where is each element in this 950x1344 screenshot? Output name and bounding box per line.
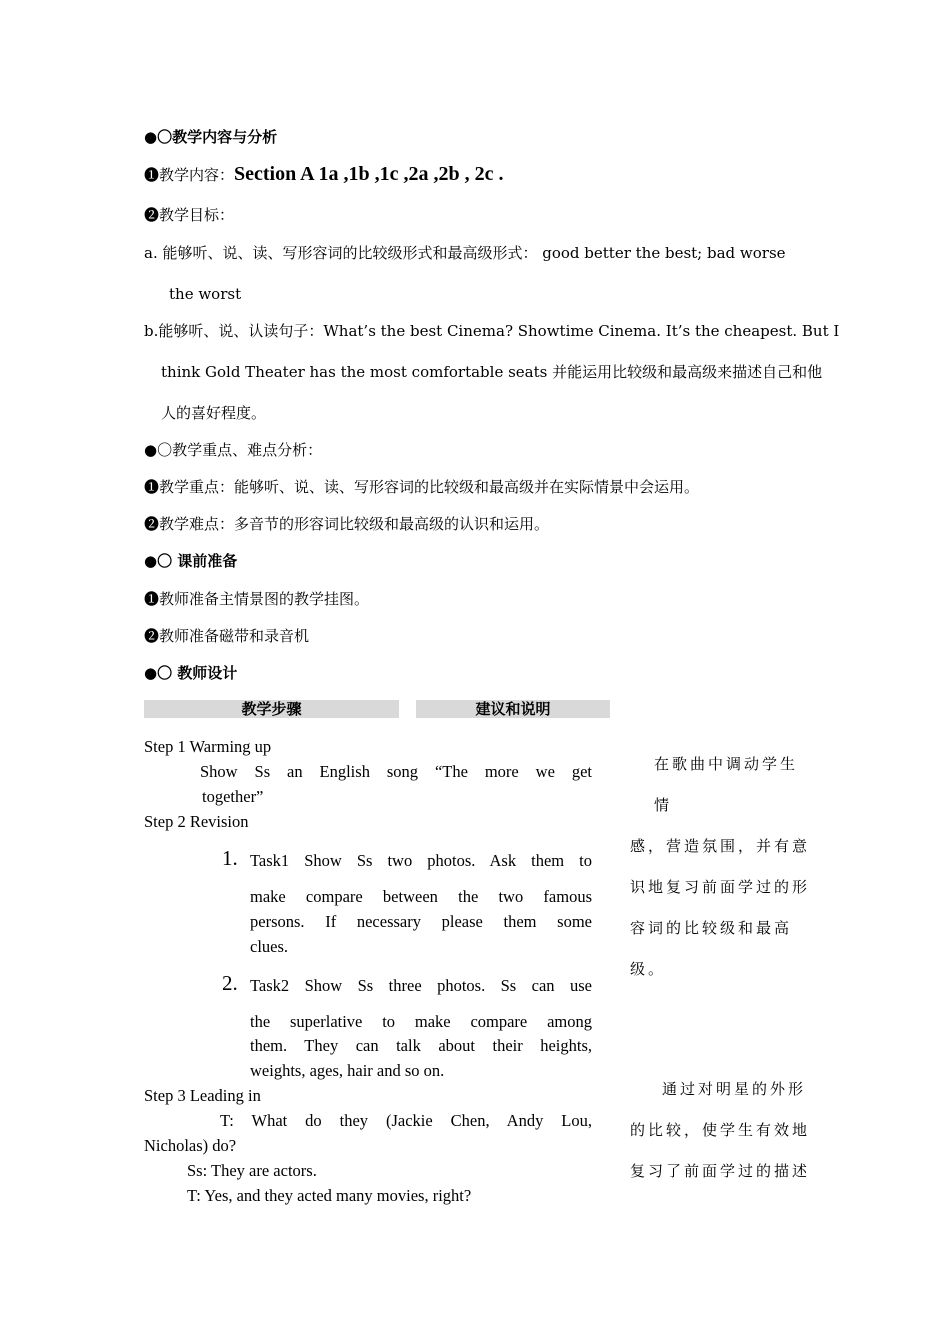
teaching-goals-label: ❷教学目标： <box>144 206 235 224</box>
key-point: ❶教学重点：能够听、说、读、写形容词的比较级和最高级并在实际情景中会运用。 <box>144 478 700 496</box>
dialogue-t1-line2: Nicholas) do? <box>144 1136 237 1155</box>
goal-b-line2: think Gold Theater has the most comfortable seats 并能运用比较级和最高级来描述自己和他 <box>161 363 823 381</box>
note-2 <box>630 1069 812 1192</box>
goal-b-line3: 人的喜好程度。 <box>161 404 267 422</box>
step3-title: Step 3 Leading in <box>144 1086 261 1105</box>
section-heading-teacher-design: ●〇 教师设计 <box>144 664 238 682</box>
step2-title: Step 2 Revision <box>144 812 249 831</box>
note-1-line: 容词的比较级和最高 <box>630 919 793 937</box>
column-header-notes: 建议和说明 <box>416 700 610 718</box>
goal-b-line1: b.能够听、说、认读句子：What’s the best Cinema? Showtime Cinema. It’s the cheapest. But I <box>144 322 840 340</box>
prep-item-1: ❶教师准备主情景图的教学挂图。 <box>144 590 370 608</box>
section-heading-content-analysis: ●〇教学内容与分析 <box>144 128 278 146</box>
section-heading-key-points: ●〇教学重点、难点分析： <box>144 441 323 459</box>
teaching-content-row <box>144 164 503 185</box>
note-2-line: 复习了前面学过的描述 <box>630 1162 811 1180</box>
dialogue-t2: T: Yes, and they acted many movies, right? <box>187 1186 472 1205</box>
note-1-line: 感，营造氛围，并有意 <box>630 837 811 855</box>
task2-line4: weights, ages, hair and so on. <box>250 1061 445 1080</box>
task2-line3: them. They can talk about their heights, <box>250 1036 592 1055</box>
task1-line2: make compare between the two famous <box>250 887 592 906</box>
note-1-line: 识地复习前面学过的形 <box>630 878 811 896</box>
task1-line3: persons. If necessary please them some <box>250 912 592 931</box>
dialogue-ss1: Ss: They are actors. <box>187 1161 317 1180</box>
teaching-content-label: ❶教学内容： <box>144 166 235 184</box>
step1-detail-line1: Show Ss an English song “The more we get <box>200 762 592 781</box>
note-2-line: 通过对明星的外形 <box>662 1080 807 1098</box>
note-1-line: 级。 <box>630 960 667 978</box>
note-2-line: 的比较，使学生有效地 <box>630 1121 811 1139</box>
task1-line4: clues. <box>250 937 289 956</box>
teaching-content-value: Section A 1a ,1b ,1c ,2a ,2b , 2c . <box>234 163 504 185</box>
difficulty-point: ❷教学难点：多音节的形容词比较级和最高级的认识和运用。 <box>144 515 550 533</box>
section-heading-preparation: ●〇 课前准备 <box>144 552 238 570</box>
step1-title: Step 1 Warming up <box>144 737 272 756</box>
task1-line1: Task1 Show Ss two photos. Ask them to <box>250 851 592 870</box>
task1-number: 1. <box>222 846 238 870</box>
note-1 <box>630 744 812 990</box>
task2-line1: Task2 Show Ss three photos. Ss can use <box>250 976 592 995</box>
prep-item-2: ❷教师准备磁带和录音机 <box>144 627 310 645</box>
task2-number: 2. <box>222 971 238 995</box>
note-1-line: 在歌曲中调动学生情 <box>654 755 799 814</box>
task2-line2: the superlative to make compare among <box>250 1012 592 1031</box>
goal-a-line2: the worst <box>169 285 242 303</box>
step1-detail-line2: together” <box>202 787 264 806</box>
dialogue-t1-line1: T: What do they (Jackie Chen, Andy Lou, <box>220 1111 592 1130</box>
column-header-steps: 教学步骤 <box>144 700 399 718</box>
goal-a-line1: a. 能够听、说、读、写形容词的比较级形式和最高级形式： good better the best; bad worse <box>144 244 786 262</box>
